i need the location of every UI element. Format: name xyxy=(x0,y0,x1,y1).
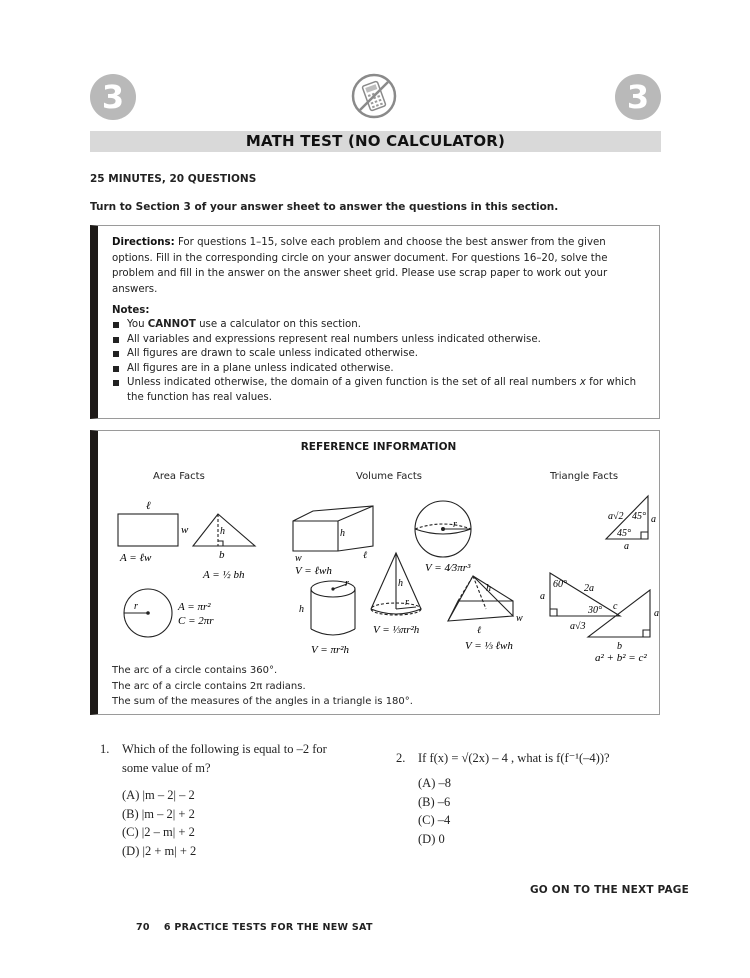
svg-text:45°: 45° xyxy=(617,528,631,539)
fact-item: The arc of a circle contains 2π radians. xyxy=(112,680,306,692)
svg-text:r: r xyxy=(134,601,138,612)
rect-area-formula: A = ℓw xyxy=(120,552,152,564)
note-item: All figures are drawn to scale unless indicated otherwise. xyxy=(112,347,645,362)
triangle-facts-heading: Triangle Facts xyxy=(550,471,619,482)
page-footer xyxy=(136,922,387,933)
sphere-volume-formula: V = 4⁄3πr³ xyxy=(425,562,471,574)
note-item: All variables and expressions represent real numbers unless indicated otherwise. xyxy=(112,333,645,348)
go-on-next-page: GO ON TO THE NEXT PAGE xyxy=(529,884,689,896)
time-and-question-count: 25 MINUTES, 20 QUESTIONS xyxy=(90,173,257,185)
pyramid-volume-formula: V = ⅓ ℓwh xyxy=(465,640,513,652)
fact-item: The sum of the measures of the angles in a triangle is 180°. xyxy=(112,696,413,707)
svg-text:h: h xyxy=(340,528,345,539)
fact-item: The arc of a circle contains 360°. xyxy=(112,665,278,676)
question-stem: 2. If f(x) = √(2x) – 4 , what is f(f⁻¹(–4))? xyxy=(396,751,610,765)
svg-text:r: r xyxy=(345,578,349,589)
svg-text:a√3: a√3 xyxy=(570,621,586,632)
answer-option-a[interactable]: (A) –8 xyxy=(418,776,451,790)
answer-option-c[interactable]: (C) |2 – m| + 2 xyxy=(122,825,195,839)
pythagorean-formula: a² + b² = c² xyxy=(595,652,647,661)
page-number: 70 xyxy=(136,922,150,933)
svg-text:h: h xyxy=(299,604,304,615)
svg-text:30°: 30° xyxy=(588,605,602,616)
svg-text:a: a xyxy=(654,608,659,619)
svg-text:a: a xyxy=(624,541,629,552)
svg-text:60°: 60° xyxy=(553,579,567,590)
note-item: Unless indicated otherwise, the domain of a given function is the set of all real numbers x for which the function has real values. xyxy=(112,376,645,405)
svg-text:ℓ: ℓ xyxy=(363,550,368,561)
answer-option-b[interactable]: (B) |m – 2| + 2 xyxy=(122,806,195,821)
answer-option-b[interactable]: (B) –6 xyxy=(418,794,451,809)
no-calculator-icon xyxy=(351,73,397,119)
svg-text:2a: 2a xyxy=(584,583,594,594)
book-title: 6 PRACTICE TESTS FOR THE NEW SAT xyxy=(163,922,373,933)
svg-text:ℓ: ℓ xyxy=(146,500,151,512)
svg-text:b: b xyxy=(219,549,225,561)
svg-text:c: c xyxy=(613,601,618,612)
directions-body: For questions 1–15, solve each problem and choose the best answer from the given options. Fill in the corresponding circle on your answer document. For questions 16–20, solve the problem and fill in the answer on the answer sheet grid. Please use scrap paper to work out your answers. xyxy=(112,237,608,295)
answer-sheet-instruction: Turn to Section 3 of your answer sheet to answer the questions in this section. xyxy=(90,201,559,213)
cone-volume-formula: V = ⅓πr²h xyxy=(373,624,420,636)
svg-text:w: w xyxy=(516,613,523,624)
svg-text:a: a xyxy=(651,514,656,525)
triangle-area-formula: A = ½ bh xyxy=(203,569,245,581)
svg-text:r: r xyxy=(453,519,457,530)
svg-text:a: a xyxy=(540,591,545,602)
directions-text xyxy=(98,226,659,297)
circle-circumference-formula: C = 2πr xyxy=(178,615,214,627)
svg-text:ℓ: ℓ xyxy=(477,625,482,636)
reference-box xyxy=(90,430,660,715)
answer-option-d[interactable]: (D) |2 + m| + 2 xyxy=(122,843,197,858)
note-item: All figures are in a plane unless indicated otherwise. xyxy=(112,362,645,377)
area-facts-figures xyxy=(108,496,268,656)
cylinder-volume-formula: V = πr²h xyxy=(311,644,350,656)
question-stem-cont: some value of m? xyxy=(122,761,211,775)
notes-list xyxy=(98,318,659,406)
directions-label: Directions: xyxy=(112,237,175,248)
svg-text:w: w xyxy=(181,524,189,536)
answer-option-a[interactable]: (A) |m – 2| – 2 xyxy=(122,788,195,802)
directions-box xyxy=(90,225,660,419)
question-1 xyxy=(100,740,380,860)
circle-area-formula: A = πr² xyxy=(178,601,211,613)
section-badge-left: 3 xyxy=(90,74,136,120)
svg-text:w: w xyxy=(295,553,302,564)
notes-label: Notes: xyxy=(112,305,150,316)
volume-facts-heading: Volume Facts xyxy=(356,471,422,482)
svg-text:h: h xyxy=(486,583,491,594)
question-2 xyxy=(396,749,676,848)
section-badge-right: 3 xyxy=(615,74,661,120)
svg-text:h: h xyxy=(220,526,225,537)
question-stem: 1. Which of the following is equal to –2 for xyxy=(100,742,327,756)
answer-options xyxy=(396,774,676,848)
svg-text:b: b xyxy=(617,641,622,652)
area-facts-heading: Area Facts xyxy=(153,471,205,482)
svg-text:45°: 45° xyxy=(632,511,646,522)
svg-text:a√2: a√2 xyxy=(608,511,624,522)
reference-facts xyxy=(112,663,413,710)
page-title: MATH TEST (NO CALCULATOR) xyxy=(90,131,661,152)
triangle-facts-figures xyxy=(528,491,668,661)
answer-option-c[interactable]: (C) –4 xyxy=(418,813,451,827)
reference-title: REFERENCE INFORMATION xyxy=(300,441,457,453)
note-item: You CANNOT use a calculator on this section. xyxy=(112,318,645,333)
svg-text:r: r xyxy=(405,597,409,608)
answer-option-d[interactable]: (D) 0 xyxy=(418,831,445,846)
volume-facts-figures xyxy=(283,491,543,661)
svg-text:h: h xyxy=(398,578,403,589)
box-volume-formula: V = ℓwh xyxy=(295,565,332,577)
answer-options xyxy=(100,786,380,860)
